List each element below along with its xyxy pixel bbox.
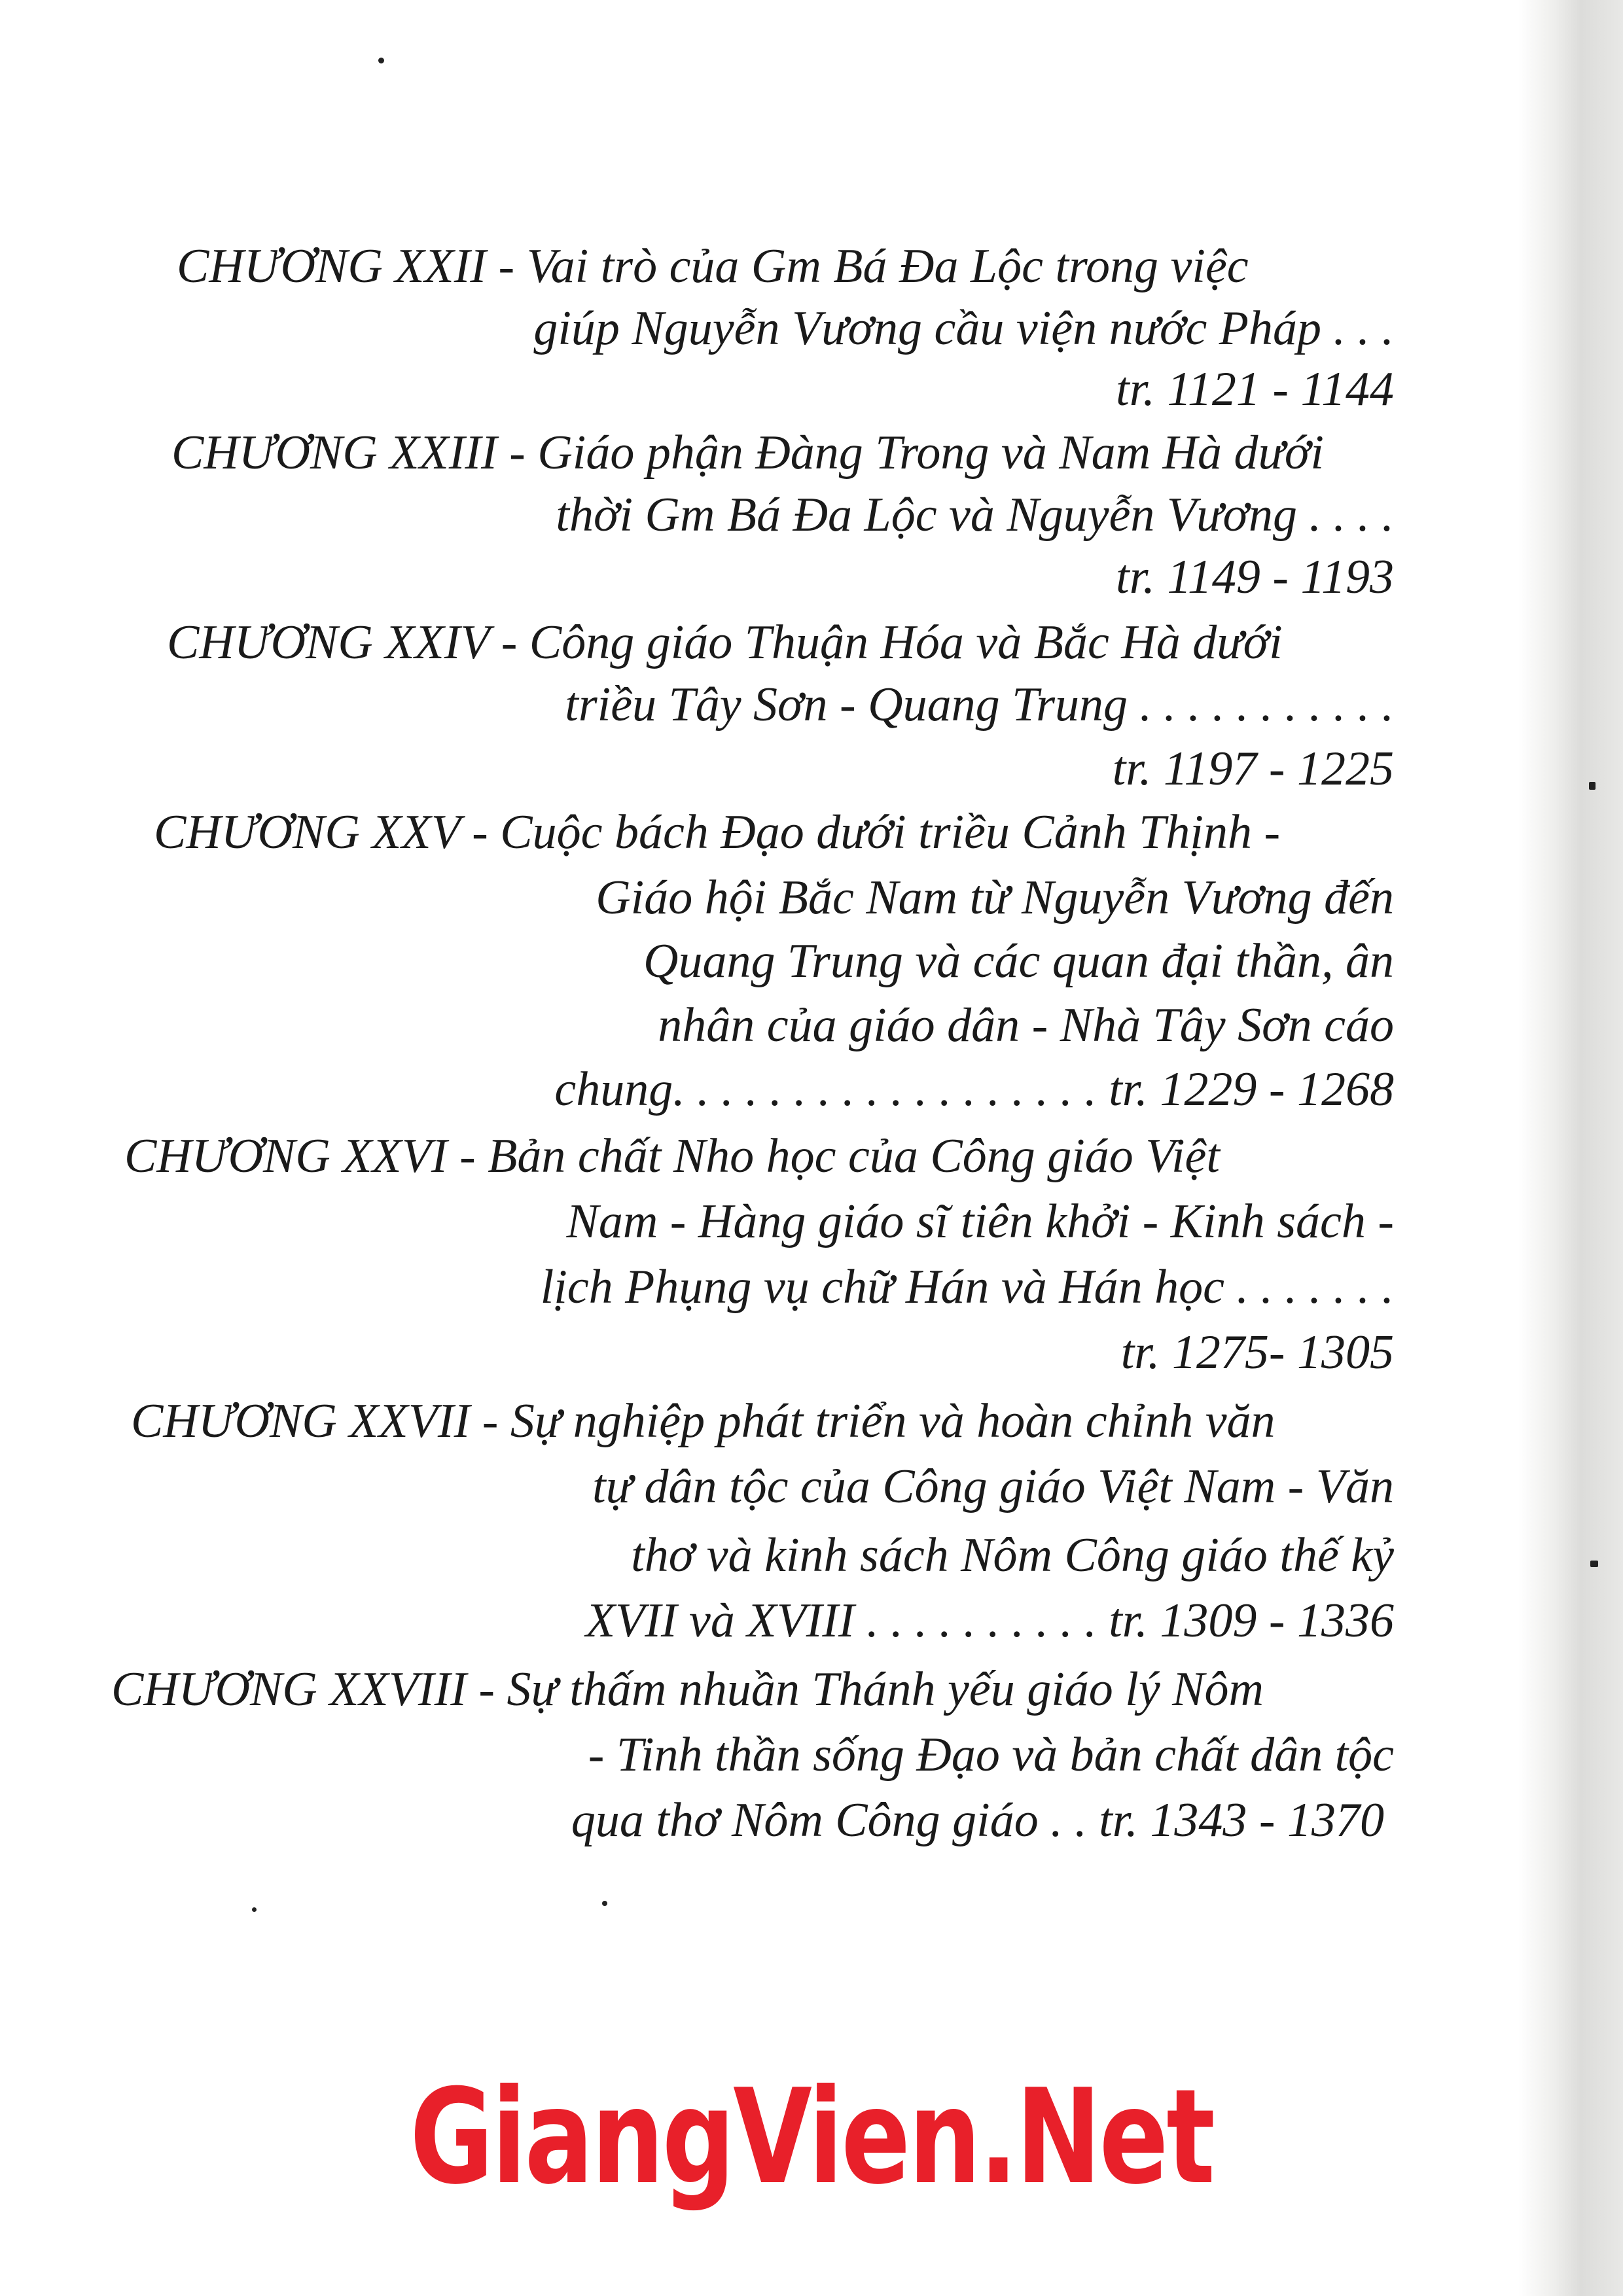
scan-speck (1589, 782, 1596, 790)
chapter-title-line: - Sự nghiệp phát triển và hoàn chỉnh văn (482, 1394, 1275, 1448)
chapter-title-line: thời Gm Bá Đa Lộc và Nguyễn Vương . . . . (556, 488, 1394, 542)
chapter-title-line: - Bản chất Nho học của Công giáo Việt (459, 1129, 1220, 1183)
chapter-title-line: triều Tây Sơn - Quang Trung . . . . . . . . . . . (565, 678, 1394, 732)
chapter-label: CHƯƠNG XXVII (131, 1394, 471, 1448)
toc-entry-xxvi (124, 1129, 1220, 1183)
chapter-label: CHƯƠNG XXII (177, 239, 487, 293)
chapter-title-line: giúp Nguyễn Vương cầu viện nước Pháp . . . (533, 302, 1394, 355)
chapter-title-line: lịch Phụng vụ chữ Hán và Hán học . . . . . . . (540, 1260, 1394, 1314)
chapter-title-line: - Vai trò của Gm Bá Đa Lộc trong việc (498, 239, 1249, 293)
chapter-title-line: - Giáo phận Đàng Trong và Nam Hà dưới (509, 426, 1324, 480)
chapter-label: CHƯƠNG XXV (154, 805, 460, 859)
scan-speck (378, 58, 384, 63)
chapter-title-line: - Cuộc bách Đạo dưới triều Cảnh Thịnh - (472, 805, 1281, 859)
watermark: GiangVien.Net (410, 2061, 1213, 2214)
chapter-title-line: chung. . . . . . . . . . . . . . . . . . tr. 1229 - 1268 (554, 1063, 1394, 1116)
chapter-title-line: - Sự thấm nhuần Thánh yếu giáo lý Nôm (478, 1663, 1264, 1716)
toc-entry-xxv (154, 805, 1281, 859)
toc-entry-xxvii (131, 1394, 1275, 1448)
chapter-title-line: Quang Trung và các quan đại thần, ân (643, 934, 1394, 988)
chapter-title-line: tự dân tộc của Công giáo Việt Nam - Văn (592, 1460, 1394, 1513)
scan-speck (1590, 1561, 1598, 1567)
chapter-label: CHƯƠNG XXIV (167, 616, 490, 669)
chapter-title-line: XVII và XVIII . . . . . . . . . . tr. 1309 - 1336 (585, 1594, 1394, 1648)
scan-speck (252, 1907, 257, 1912)
chapter-title-line: - Công giáo Thuận Hóa và Bắc Hà dưới (501, 616, 1283, 669)
chapter-label: CHƯƠNG XXVIII (111, 1663, 467, 1716)
chapter-title-line: thơ và kinh sách Nôm Công giáo thế kỷ (631, 1528, 1394, 1582)
chapter-title-line: Giáo hội Bắc Nam từ Nguyễn Vương đến (596, 871, 1394, 925)
chapter-title-line: nhân của giáo dân - Nhà Tây Sơn cáo (658, 998, 1394, 1052)
toc-entry-xxiv (167, 618, 1283, 667)
scan-speck (602, 1901, 607, 1906)
page-range: tr. 1121 - 1144 (1116, 362, 1394, 416)
toc-entry-xxviii (111, 1665, 1264, 1714)
page-range: tr. 1275- 1305 (1120, 1326, 1394, 1379)
chapter-title-line: qua thơ Nôm Công giáo . . tr. 1343 - 1370 (571, 1793, 1384, 1847)
chapter-title-line: Nam - Hàng giáo sĩ tiên khởi - Kinh sách - (566, 1195, 1394, 1248)
chapter-title-line: - Tinh thần sống Đạo và bản chất dân tộc (588, 1728, 1394, 1782)
page-range: tr. 1197 - 1225 (1112, 742, 1394, 796)
chapter-label: CHƯƠNG XXVI (124, 1129, 448, 1183)
toc-entry-xxiii (171, 426, 1324, 480)
page-range: tr. 1149 - 1193 (1116, 550, 1394, 604)
toc-entry-xxii (177, 239, 1249, 293)
chapter-label: CHƯƠNG XXIII (171, 426, 497, 480)
